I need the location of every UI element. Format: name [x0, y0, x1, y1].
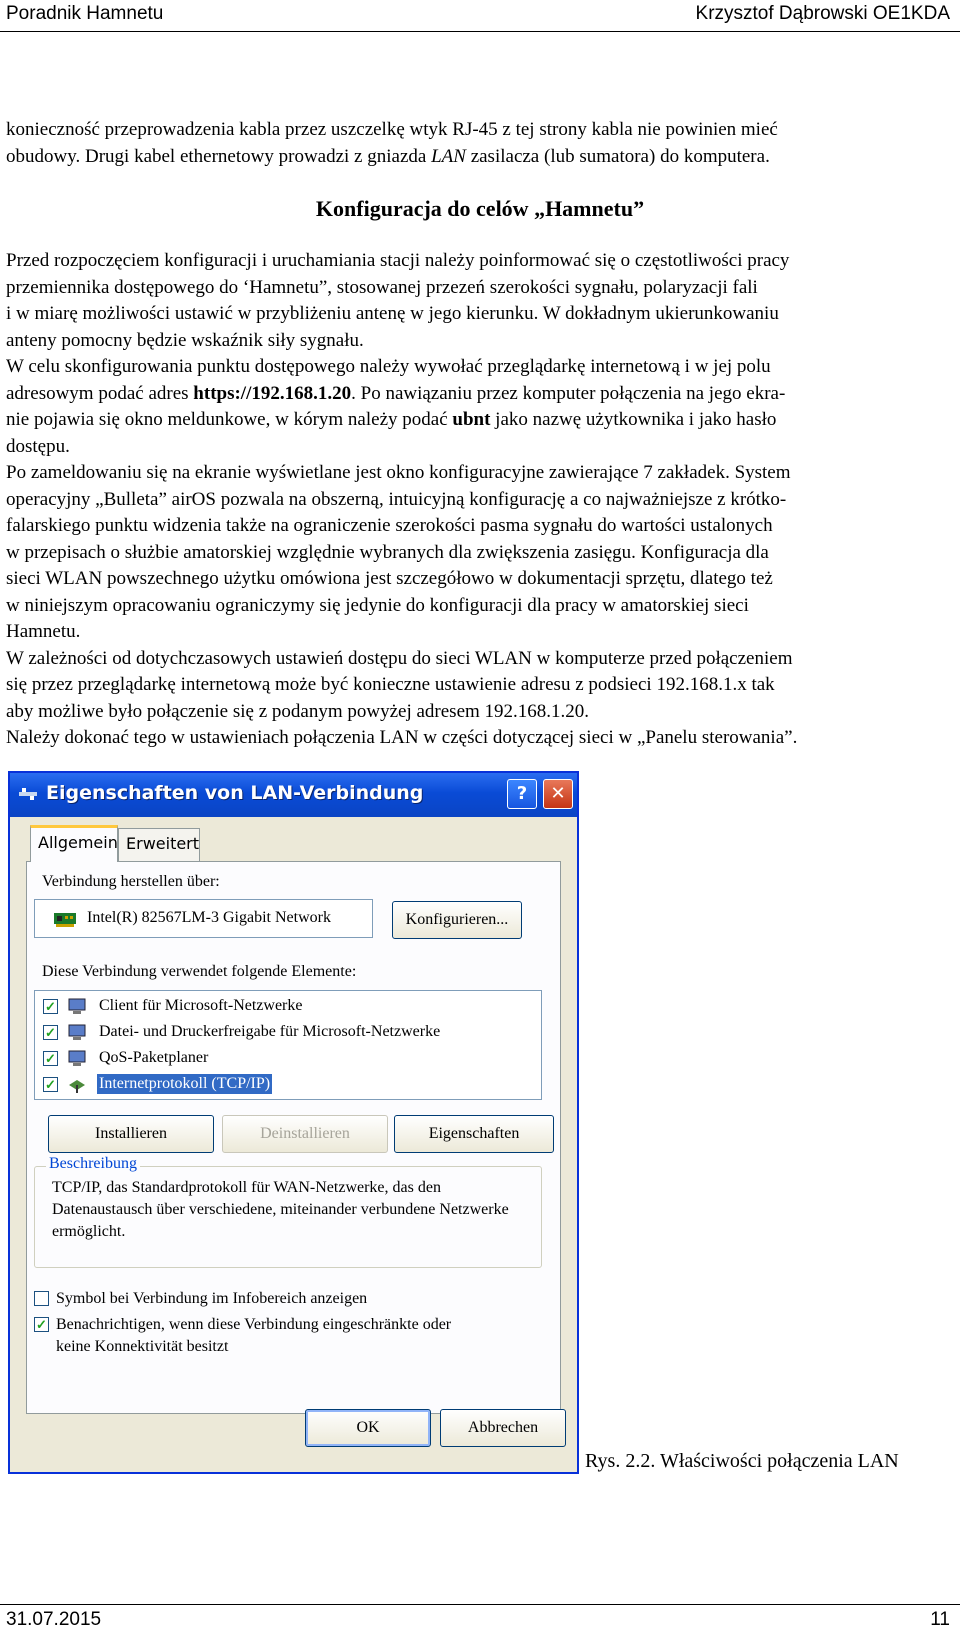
notify-label-line2: keine Konnektivität besitzt — [56, 1338, 229, 1355]
text-line: w przepisach o służbie amatorskiej względnie wybranych dla zwiększenia zasięgu. Konfiguracja dla — [6, 541, 769, 563]
text-fragment: adresowym podać adres — [6, 382, 194, 404]
notify-checkbox[interactable]: ✓ — [34, 1317, 49, 1332]
figure-caption: Rys. 2.2. Właściwości połączenia LAN — [585, 1450, 899, 1472]
tab-allgemein[interactable]: Allgemein — [30, 825, 118, 862]
ok-button[interactable]: OK — [305, 1409, 431, 1447]
elements-label: Diese Verbindung verwendet folgende Elemente: — [42, 963, 357, 980]
install-button[interactable]: Installieren — [48, 1115, 214, 1153]
text-line: się przez przeglądarkę internetową może być konieczne ustawienie adresu z podsieci 192.168.1.x tak — [6, 674, 775, 695]
intro-text-b: zasilacza (lub sumatora) do komputera. — [465, 145, 770, 167]
computer-icon — [67, 998, 87, 1016]
connect-via-label: Verbindung herstellen über: — [42, 873, 220, 890]
text-line: W zależności od dotychczasowych ustawień dostępu do sieci WLAN w komputerze przed połączeniem — [6, 647, 793, 669]
network-connection-icon — [18, 786, 38, 802]
item-checkbox[interactable]: ✓ — [43, 1051, 58, 1066]
intro-line-1: konieczność przeprowadzenia kabla przez uszczelkę wtyk RJ-45 z tej strony kabla nie powinien mieć — [6, 119, 778, 140]
configure-button[interactable]: Konfigurieren... — [392, 901, 522, 939]
text-line: w niniejszym opracowaniu ograniczymy się jedynie do konfiguracji dla pracy w amatorskiej sieci — [6, 594, 749, 616]
text-line: W celu skonfigurowania punktu dostępowego należy wywołać przeglądarkę internetową i w jej polu — [6, 356, 771, 377]
item-label: Internetprotokoll (TCP/IP) — [99, 1075, 271, 1092]
text-line — [6, 381, 952, 408]
tray-icon-label: Symbol bei Verbindung im Infobereich anzeigen — [56, 1290, 368, 1307]
text-line: falarskiego punktu widzenia także na ograniczenie szerokości pasma sygnału do wartości ustalonych — [6, 515, 773, 536]
page-footer — [0, 1600, 960, 1635]
intro-paragraph — [6, 117, 952, 170]
properties-button[interactable]: Eigenschaften — [394, 1115, 554, 1153]
adapter-name: Intel(R) 82567LM-3 Gigabit Network — [87, 909, 331, 926]
item-label: QoS-Paketplaner — [99, 1049, 209, 1066]
tray-icon-checkbox[interactable] — [34, 1291, 49, 1306]
header-rule — [0, 31, 960, 32]
computer-icon — [67, 1050, 87, 1068]
text-line — [6, 407, 952, 434]
computer-icon — [67, 1024, 87, 1042]
main-paragraph — [6, 248, 952, 752]
tab-erweitert[interactable]: Erweitert — [118, 828, 200, 861]
description-text: TCP/IP, das Standardprotokoll für WAN-Netzwerke, das den Datenaustausch über verschiedene, miteinander verbundene Netzwerke ermöglicht. — [52, 1179, 509, 1240]
page-number: 11 — [930, 1609, 950, 1630]
section-heading: Konfiguracja do celów „Hamnetu” — [315, 196, 645, 221]
text-line: aby możliwe było połączenie się z podanym powyżej adresem 192.168.1.20. — [6, 700, 590, 722]
text-line: sieci WLAN powszechnego użytku omówiona jest szczegółowo w dokumentacji sprzętu, dlatego też — [6, 568, 773, 589]
text-line: i w miarę możliwości ustawić w przybliżeniu antenę w jego kierunku. W dokładnym ukierunkowaniu — [6, 303, 779, 324]
text-line: Przed rozpoczęciem konfiguracji i uruchamiania stacji należy poinformować się o częstotliwości pracy — [6, 250, 790, 271]
text-line: operacyjny „Bulleta” airOS pozwala na obszerną, intuicyjną konfigurację a co najważniejsze z krótko- — [6, 488, 787, 510]
text-fragment: jako nazwę użytkownika i jako hasło — [490, 409, 777, 430]
adapter-field — [34, 899, 373, 938]
close-button[interactable]: ✕ — [543, 779, 573, 809]
intro-lan-italic: LAN — [431, 145, 466, 167]
text-line: Po zameldowaniu się na ekranie wyświetlane jest okno konfiguracyjne zawierające 7 zakładek. System — [6, 462, 791, 483]
help-button[interactable]: ? — [507, 779, 537, 809]
item-label: Datei- und Druckerfreigabe für Microsoft-Netzwerke — [99, 1023, 441, 1040]
dialog-titlebar[interactable] — [10, 773, 577, 817]
text-fragment: nie pojawia się okno meldunkowe, w kórym należy podać — [6, 409, 453, 430]
item-label: Client für Microsoft-Netzwerke — [99, 997, 303, 1014]
item-checkbox[interactable]: ✓ — [43, 999, 58, 1014]
item-checkbox[interactable]: ✓ — [43, 1077, 58, 1092]
footer-rule — [0, 1604, 960, 1605]
intro-text-a: obudowy. Drugi kabel ethernetowy prowadzi z gniazda — [6, 145, 432, 167]
intro-line-2 — [6, 144, 952, 171]
notify-label-line1: Benachrichtigen, wenn diese Verbindung eingeschränkte oder — [56, 1316, 452, 1333]
footer-date: 31.07.2015 — [6, 1609, 102, 1630]
elements-list[interactable] — [34, 990, 542, 1100]
description-label: Beschreibung — [46, 1155, 140, 1173]
text-fragment: . Po nawiązaniu przez komputer połączenia na jego ekra- — [351, 382, 786, 404]
protocol-icon — [67, 1076, 87, 1094]
text-line: dostępu. — [6, 435, 70, 457]
text-line: Hamnetu. — [6, 621, 81, 642]
ap-address: https://192.168.1.20 — [193, 382, 352, 404]
item-checkbox[interactable]: ✓ — [43, 1025, 58, 1040]
uninstall-button[interactable]: Deinstallieren — [222, 1115, 388, 1153]
cancel-button[interactable]: Abbrechen — [440, 1409, 566, 1447]
login-user: ubnt — [452, 409, 491, 430]
network-card-icon — [53, 910, 79, 928]
text-line: Należy dokonać tego w ustawieniach połączenia LAN w części dotyczącej sieci w „Panelu sterowania”. — [6, 727, 798, 748]
text-line: anteny pomocny będzie wskaźnik siły sygnału. — [6, 329, 364, 351]
header-title: Poradnik Hamnetu — [6, 3, 164, 24]
page-header — [0, 0, 960, 34]
text-line: przemiennika dostępowego do ‘Hamnetu”, stosowanej przezeń szerokości sygnału, polaryzacji fali — [6, 276, 758, 298]
header-author: Krzysztof Dąbrowski OE1KDA — [695, 3, 950, 24]
dialog-title: Eigenschaften von LAN-Verbindung — [46, 782, 424, 804]
